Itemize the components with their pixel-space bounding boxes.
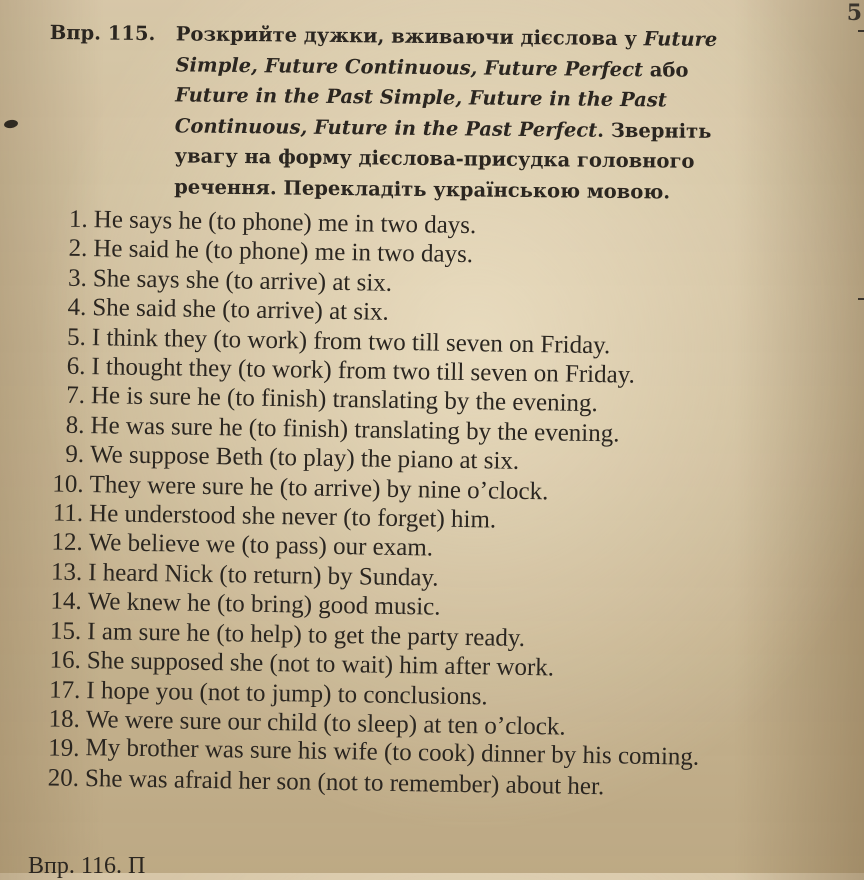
item-sentence: We believe we (to pass) our exam. xyxy=(88,529,434,562)
item-number: 10. xyxy=(52,470,84,498)
margin-ink-blot xyxy=(4,119,19,129)
page-edge-fragment: 5 xyxy=(846,0,862,26)
item-number: 11. xyxy=(52,499,84,528)
item-sentence: He is sure he (to finish) translating by the evening. xyxy=(90,382,598,418)
item-sentence: My brother was sure his wife (to cook) dinner by his coming. xyxy=(85,734,700,772)
item-number: 4. xyxy=(67,293,87,322)
next-exercise-fragment: Впр. 116. П xyxy=(28,853,146,879)
item-number: 19. xyxy=(47,734,80,763)
item-number: 5. xyxy=(66,323,87,351)
instruction-tense-names: Future xyxy=(643,27,718,51)
item-sentence: I am sure he (to help) to get the party ready. xyxy=(87,617,526,652)
item-sentence: She said she (to arrive) at six. xyxy=(92,294,390,326)
exercise-items-list xyxy=(13,204,782,804)
item-sentence: I heard Nick (to return) by Sunday. xyxy=(88,558,439,592)
item-number: 12. xyxy=(51,528,83,557)
instruction-text: увагу на форму дієслова-присудка головного xyxy=(174,144,695,173)
item-number: 16. xyxy=(49,646,82,675)
item-number: 3. xyxy=(67,264,88,292)
item-sentence: We knew he (to bring) good music. xyxy=(87,588,441,621)
item-sentence: He was sure he (to finish) translating by the evening. xyxy=(90,411,620,448)
item-number: 13. xyxy=(50,558,83,586)
item-sentence: We suppose Beth (to play) the piano at six. xyxy=(89,441,520,476)
item-sentence: She was afraid her son (not to remember) about her. xyxy=(84,764,605,800)
edge-mark-dash xyxy=(858,298,864,300)
item-number: 18. xyxy=(48,705,81,733)
item-sentence: They were sure he (to arrive) by nine o’clock. xyxy=(89,470,549,505)
item-number: 8. xyxy=(65,411,85,439)
exercise-header xyxy=(48,18,770,209)
item-number: 7. xyxy=(66,382,86,410)
instruction-text: або xyxy=(642,57,689,82)
item-number: 20. xyxy=(47,764,80,792)
item-number: 14. xyxy=(50,587,82,616)
exercise-number: Впр. 115. xyxy=(49,20,156,46)
item-number: 17. xyxy=(48,675,81,704)
instruction-tense-names: Simple, Future Continuous, Future Perfect xyxy=(175,52,644,81)
instruction-text: Розкрийте дужки, вживаючи дієслова у xyxy=(175,22,644,51)
item-number: 1. xyxy=(68,205,88,234)
item-sentence: I thought they (to work) from two till seven on Friday. xyxy=(91,353,636,389)
item-number: 15. xyxy=(49,617,82,645)
instruction-text: речення. Перекладіть українською мовою. xyxy=(174,174,671,204)
item-sentence: We were sure our child (to sleep) at ten o’clock. xyxy=(85,705,566,741)
item-number: 9. xyxy=(65,440,85,469)
item-number: 2. xyxy=(68,235,88,263)
instruction-text: . Зверніть xyxy=(597,118,712,143)
item-sentence: I think they (to work) from two till seven on Friday. xyxy=(91,323,611,359)
item-sentence: He says he (to phone) me in two days. xyxy=(93,206,477,240)
instruction-tense-names: Future in the Past Simple, Future in the Past xyxy=(175,83,667,112)
item-sentence: He said he (to phone) me in two days. xyxy=(93,235,474,269)
item-sentence: She says she (to arrive) at six. xyxy=(92,264,393,297)
item-sentence: I hope you (not to jump) to conclusions. xyxy=(86,676,488,710)
item-sentence: He understood she never (to forget) him. xyxy=(88,500,497,534)
item-sentence: She supposed she (not to wait) him after work. xyxy=(86,647,555,682)
item-number: 6. xyxy=(66,352,86,381)
instruction-tense-names: Continuous, Future in the Past Perfect xyxy=(174,113,598,142)
edge-mark-dash xyxy=(858,30,864,32)
